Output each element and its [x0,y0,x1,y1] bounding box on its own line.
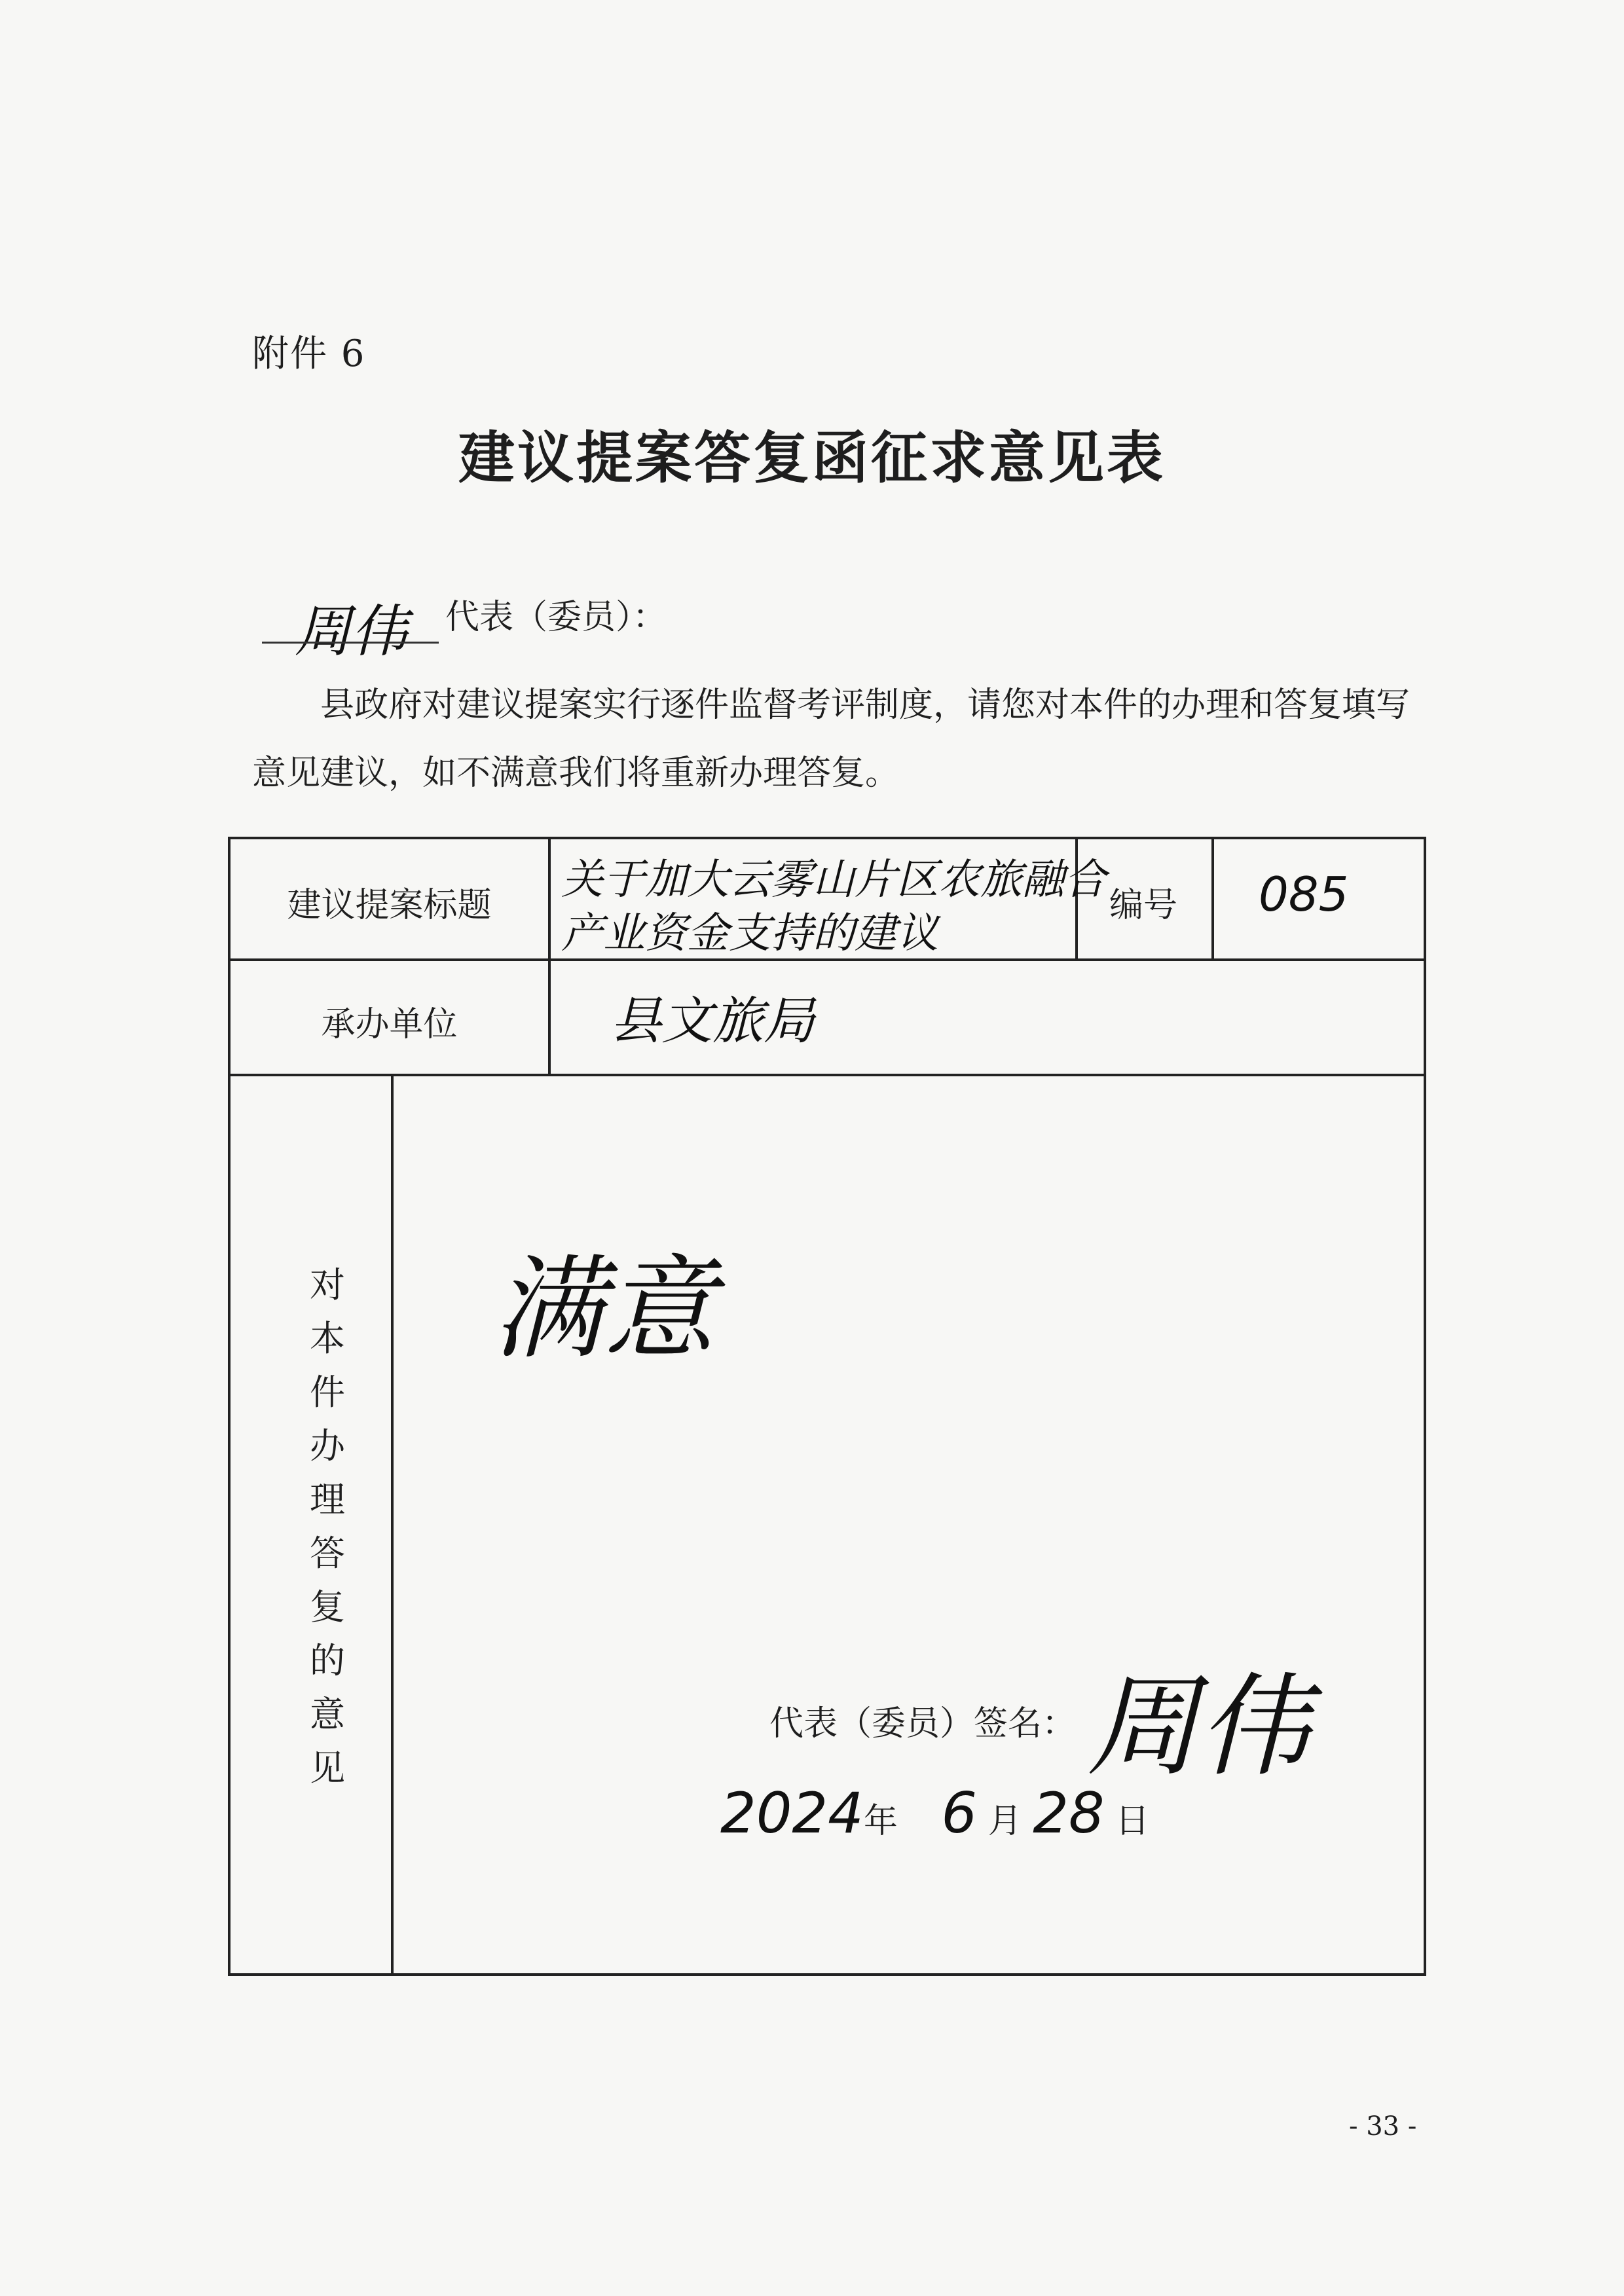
date-month: 6 [941,1781,978,1846]
attachment-label: 附件 6 [252,333,366,375]
page-title: 建议提案答复函征求意见表 [458,425,1166,491]
proposal-title-value-line1: 关于加大云雾山片区农旅融合 [561,856,1106,904]
signature-date [720,1781,1149,1846]
opinion-label: 对 本 件 办 理 答 复 的 意 见 [310,1264,345,1789]
proposal-title-value-line2: 产业资金支持的建议 [561,909,938,958]
handling-unit-label: 承办单位 [321,1005,458,1044]
opinion-value: 满意 [492,1245,716,1374]
addressee-underline [262,642,439,644]
date-month-unit: 月 [987,1802,1022,1841]
proposal-title-label: 建议提案标题 [287,886,492,925]
column-divider [391,1074,394,1973]
date-year: 2024 [720,1781,864,1846]
column-divider [548,839,551,1076]
column-divider [1211,839,1214,958]
date-year-unit: 年 [863,1802,898,1841]
addressee-name-handwritten: 周伟 [295,599,407,665]
number-value: 085 [1259,867,1349,922]
signature-label: 代表（委员）签名： [769,1704,1077,1743]
date-day-unit: 日 [1115,1802,1150,1841]
signature-handwritten: 周伟 [1087,1662,1310,1792]
page-number: - 33 - [1349,2111,1417,2141]
addressee-suffix: 代表（委员）： [445,598,667,637]
number-label: 编号 [1109,886,1177,925]
handling-unit-value: 县文旅局 [610,992,815,1051]
row-divider [231,1074,1424,1076]
intro-paragraph: 县政府对建议提案实行逐件监督考评制度，请您对本件的办理和答复填写意见建议，如不满意我们将重新办理答复。 [252,685,1411,793]
date-day: 28 [1033,1781,1105,1846]
